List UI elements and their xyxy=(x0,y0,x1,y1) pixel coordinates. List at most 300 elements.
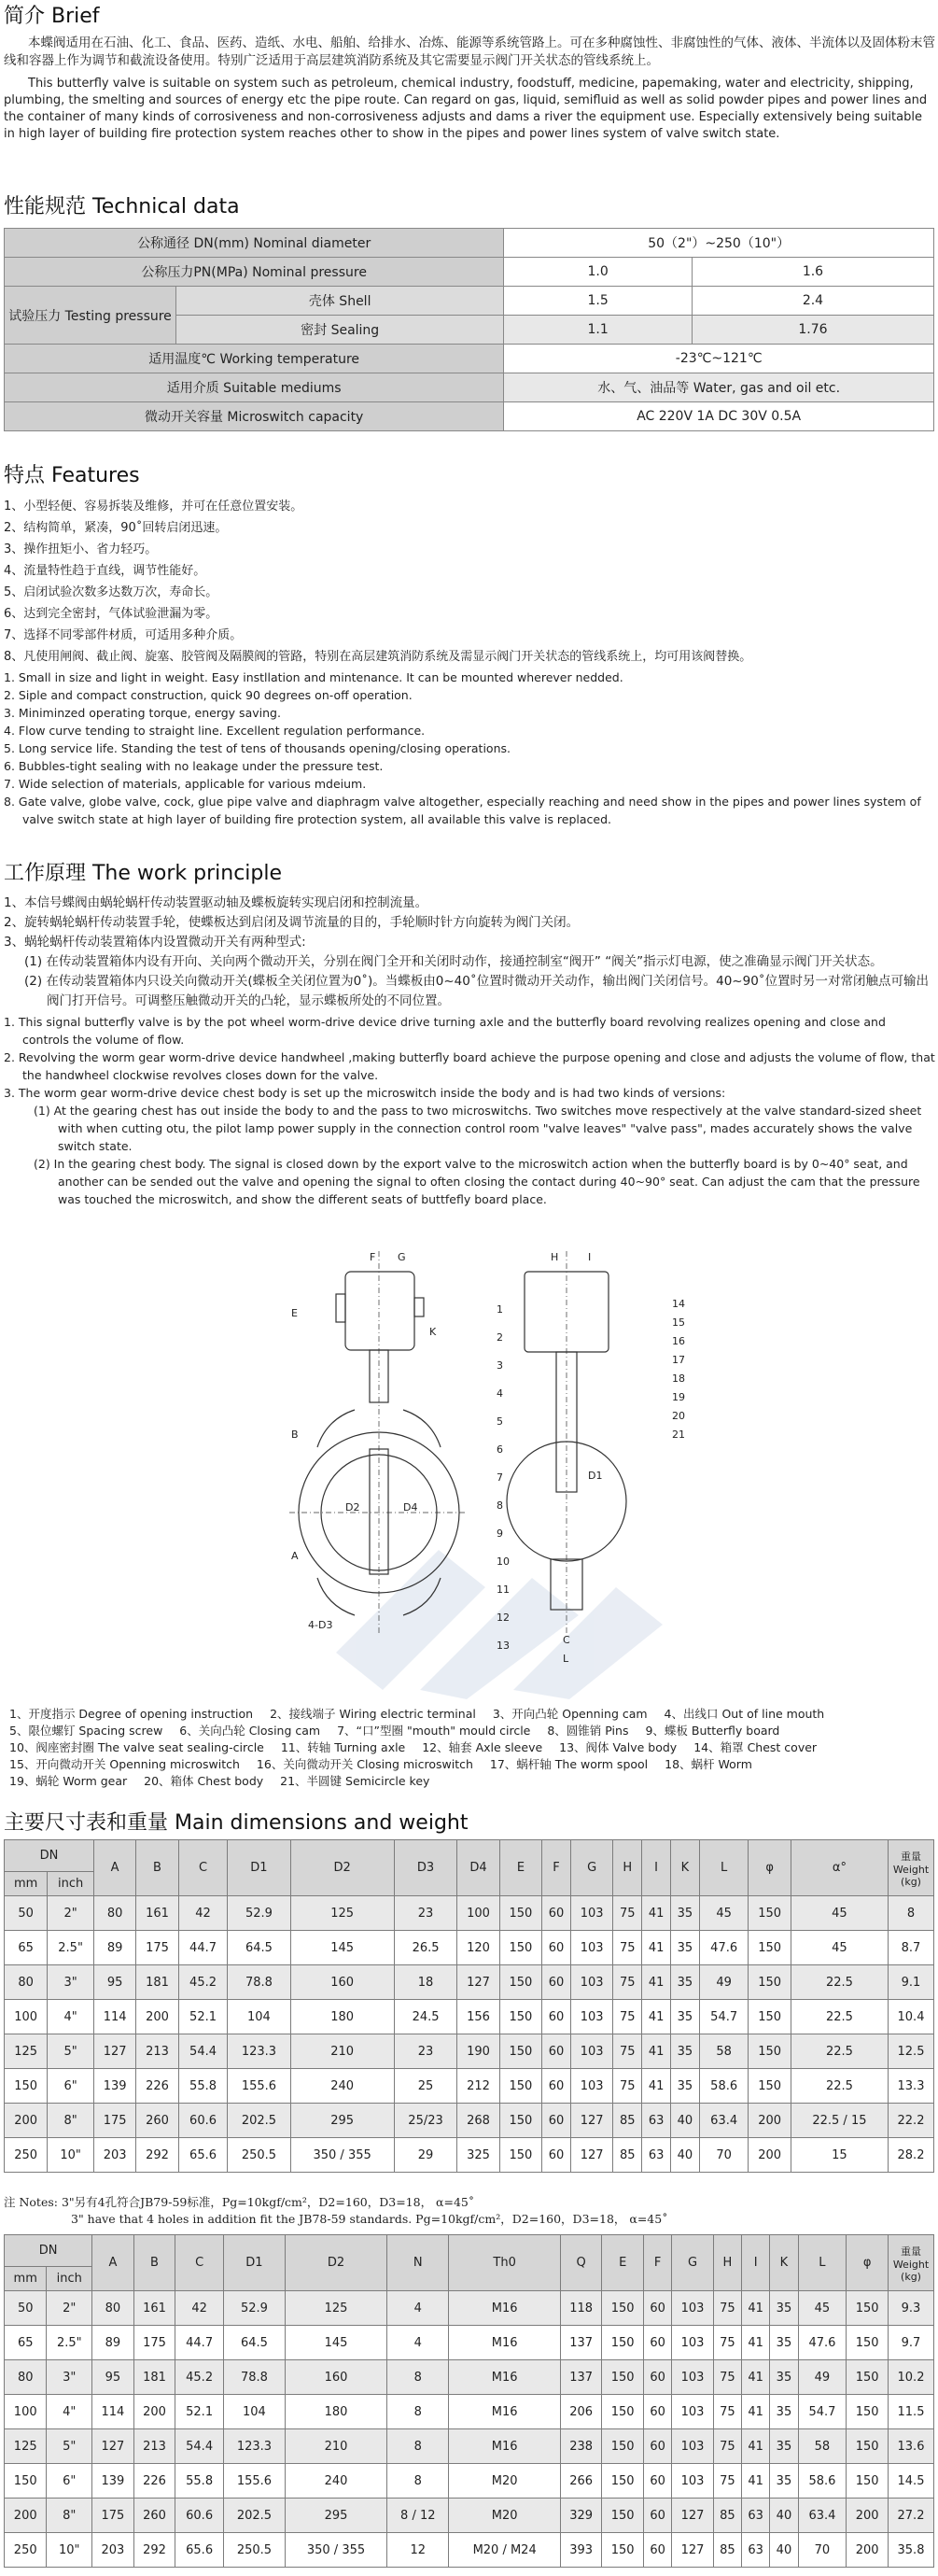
table-cell: 78.8 xyxy=(228,1965,290,2000)
table-cell: 45 xyxy=(699,1896,749,1931)
table-cell: 103 xyxy=(570,2034,612,2069)
brief-title: 简介 Brief xyxy=(4,5,100,28)
table-cell: 35 xyxy=(671,1965,700,2000)
part-number: 18 xyxy=(672,1372,685,1385)
table-cell: 25 xyxy=(394,2069,457,2104)
tech-sublabel: 壳体 Shell xyxy=(176,287,504,316)
table-cell: 23 xyxy=(394,1896,457,1931)
col-header: E xyxy=(499,1840,541,1896)
list-item: 2. Siple and compact construction, quick 90 degrees on-off operation. xyxy=(4,688,413,702)
table-cell: M16 xyxy=(449,2395,560,2429)
table-cell: 85 xyxy=(613,2104,642,2138)
table-cell: 103 xyxy=(672,2429,714,2464)
table-cell: M16 xyxy=(449,2291,560,2326)
table-cell: 103 xyxy=(570,1965,612,2000)
table-row xyxy=(5,2464,934,2499)
table-cell: 3" xyxy=(48,1965,94,2000)
dims-title: 主要尺寸表和重量 Main dimensions and weight xyxy=(4,1811,469,1835)
table-cell: 213 xyxy=(133,2429,175,2464)
table-cell: 8" xyxy=(47,2499,92,2533)
table-cell: 44.7 xyxy=(178,1931,228,1965)
table-cell: 250 xyxy=(5,2533,47,2568)
table-cell: 45.2 xyxy=(175,2360,224,2395)
table-cell: 260 xyxy=(136,2104,178,2138)
table-cell: 50 xyxy=(5,2291,47,2326)
tech-value: 1.6 xyxy=(692,258,933,287)
table-cell: 60 xyxy=(643,2291,671,2326)
table-cell: 23 xyxy=(394,2034,457,2069)
part-number: 14 xyxy=(672,1298,685,1310)
legend-item: 16、关向微动开关 Closing microswitch xyxy=(256,1757,473,1771)
table-cell: 127 xyxy=(570,2104,612,2138)
table-cell: 41 xyxy=(642,1931,671,1965)
table-cell: 2.5" xyxy=(48,1931,94,1965)
legend-item: 8、圆锥销 Pins xyxy=(547,1724,629,1738)
list-item: 1. Small in size and light in weight. Easy instllation and mintenance. It can be mounted wherever nedded. xyxy=(4,670,623,684)
list-item: (1) At the gearing chest has out inside the body to and the pass to two microswitchs. Two switches move respectively at the valve standard-sized sheet with when cutting otu, the pilot lamp power supply in the connection control room "valve leaves" "valve pass", mades accurately shows the valve switch state. xyxy=(34,1104,922,1153)
table-cell: 200 xyxy=(5,2499,47,2533)
table-cell: 202.5 xyxy=(223,2499,285,2533)
table-cell: 49 xyxy=(699,1965,749,2000)
table-cell: 65 xyxy=(5,2326,47,2360)
col-header: D4 xyxy=(457,1840,499,1896)
table-cell: 250.5 xyxy=(223,2533,285,2568)
col-header: L xyxy=(699,1840,749,1896)
col-header: inch xyxy=(47,2267,92,2291)
work-title: 工作原理 The work principle xyxy=(4,862,283,885)
col-header: D2 xyxy=(290,1840,394,1896)
table-cell: 175 xyxy=(92,2499,134,2533)
table-cell: 127 xyxy=(672,2533,714,2568)
table-cell: 60 xyxy=(542,2034,571,2069)
table-row xyxy=(5,2395,934,2429)
table-cell: 104 xyxy=(228,2000,290,2034)
part-number: 19 xyxy=(672,1391,685,1403)
dim-label: E xyxy=(291,1307,298,1319)
table-cell: 161 xyxy=(136,1896,178,1931)
table-cell: 41 xyxy=(642,2069,671,2104)
part-number: 16 xyxy=(672,1335,685,1347)
list-item: 4. Flow curve tending to straight line. Excellent regulation performance. xyxy=(4,724,426,738)
dim-label: 4-D3 xyxy=(308,1619,333,1631)
table-cell: 190 xyxy=(457,2034,499,2069)
table-cell: M16 xyxy=(449,2360,560,2395)
table-cell: 114 xyxy=(93,2000,135,2034)
table-cell: 156 xyxy=(457,2000,499,2034)
table-cell: 22.5 xyxy=(791,2034,888,2069)
table-cell: 75 xyxy=(713,2326,741,2360)
table-cell: 150 xyxy=(847,2291,889,2326)
table-cell: 60.6 xyxy=(175,2499,224,2533)
table-cell: 22.5 xyxy=(791,1965,888,2000)
table-row xyxy=(5,1896,934,1931)
table-cell: 89 xyxy=(92,2326,134,2360)
part-number: 3 xyxy=(497,1359,503,1372)
table-cell: 41 xyxy=(742,2464,770,2499)
table-cell: 65 xyxy=(5,1931,48,1965)
part-number: 2 xyxy=(497,1331,503,1344)
table-cell: 145 xyxy=(290,1931,394,1965)
table-row xyxy=(5,2499,934,2533)
table-cell: 80 xyxy=(93,1896,135,1931)
table-cell: 213 xyxy=(136,2034,178,2069)
legend-item: 19、蜗轮 Worm gear xyxy=(9,1774,128,1788)
table-cell: 65.6 xyxy=(175,2533,224,2568)
tech-value: -23℃~121℃ xyxy=(504,345,934,373)
table-cell: 15 xyxy=(791,2138,888,2173)
table-cell: 5" xyxy=(48,2034,94,2069)
table-cell: 139 xyxy=(93,2069,135,2104)
table-cell: 137 xyxy=(560,2360,602,2395)
table-cell: 127 xyxy=(93,2034,135,2069)
table-cell: M16 xyxy=(449,2326,560,2360)
legend-item: 15、开向微动开关 Openning microswitch xyxy=(9,1757,240,1771)
table-cell: 35 xyxy=(770,2464,798,2499)
table-cell: 85 xyxy=(613,2138,642,2173)
table-cell: 103 xyxy=(672,2326,714,2360)
table-cell: 160 xyxy=(285,2360,386,2395)
tech-label: 试验压力 Testing pressure xyxy=(5,287,176,345)
table-cell: 60 xyxy=(643,2499,671,2533)
dim-label: A xyxy=(291,1550,299,1562)
tech-row xyxy=(5,402,934,431)
table-row xyxy=(5,2000,934,2034)
list-item: 3. Miniminzed operating torque, energy saving. xyxy=(4,706,281,720)
table-cell: 150 xyxy=(499,1931,541,1965)
table-cell: 103 xyxy=(570,2069,612,2104)
table-cell: 60 xyxy=(542,1896,571,1931)
table-cell: 292 xyxy=(133,2533,175,2568)
table-cell: 203 xyxy=(92,2533,134,2568)
table-cell: 60 xyxy=(542,2069,571,2104)
table-cell: 28.2 xyxy=(889,2138,934,2173)
table-cell: 295 xyxy=(290,2104,394,2138)
table-cell: M16 xyxy=(449,2429,560,2464)
table-cell: 75 xyxy=(613,2000,642,2034)
table-cell: 150 xyxy=(749,2069,791,2104)
table-row xyxy=(5,1965,934,2000)
table-cell: 150 xyxy=(499,2034,541,2069)
part-number: 20 xyxy=(672,1410,685,1422)
table-cell: 75 xyxy=(613,1965,642,2000)
col-header: Th0 xyxy=(449,2235,560,2291)
legend-item: 5、限位螺钉 Spacing screw xyxy=(9,1724,163,1738)
tech-label: 公称通径 DN(mm) Nominal diameter xyxy=(5,229,504,258)
table-cell: 120 xyxy=(457,1931,499,1965)
table-cell: 203 xyxy=(93,2138,135,2173)
col-header: C xyxy=(178,1840,228,1896)
table-cell: 22.5 xyxy=(791,2069,888,2104)
col-header: D1 xyxy=(228,1840,290,1896)
tech-value: 1.1 xyxy=(504,316,693,345)
table-cell: 9.3 xyxy=(889,2291,934,2326)
watermark-graphic xyxy=(336,1550,663,1699)
table-cell: 12 xyxy=(387,2533,449,2568)
col-header: B xyxy=(133,2235,175,2291)
table-cell: 54.4 xyxy=(178,2034,228,2069)
list-item: 8. Gate valve, globe valve, cock, glue pipe valve and diaphragm valve altogether, especially reaching and need show in the pipes and power lines system of valve switch state at high layer of building fire protection system, all available this valve is replaced. xyxy=(4,795,921,826)
part-number: 11 xyxy=(497,1584,510,1596)
col-header: L xyxy=(798,2235,847,2291)
table-cell: 180 xyxy=(290,2000,394,2034)
col-header: C xyxy=(175,2235,224,2291)
table-cell: 9.1 xyxy=(889,1965,934,2000)
col-header: G xyxy=(672,2235,714,2291)
table-cell: 118 xyxy=(560,2291,602,2326)
table-cell: 52.9 xyxy=(228,1896,290,1931)
dim-label: D1 xyxy=(588,1470,603,1482)
table-cell: 40 xyxy=(770,2533,798,2568)
table-cell: 11.5 xyxy=(889,2395,934,2429)
list-item: (2) In the gearing chest body. The signal is closed down by the export valve to the microswitch action when the butterfly board is by 0~40° seat, and another can be sended out the valve and opening the signal to often closing the contact during 40~90° seat. Can adjust the cam that the pressure was touched the microswitch, and show the different seats of buttfefly board place. xyxy=(34,1157,920,1206)
table-cell: 40 xyxy=(671,2104,700,2138)
part-number: 10 xyxy=(497,1555,510,1568)
table-cell: 41 xyxy=(742,2326,770,2360)
table-cell: 150 xyxy=(847,2326,889,2360)
table-cell: 150 xyxy=(602,2464,644,2499)
part-number: 6 xyxy=(497,1443,503,1456)
table-cell: 13.3 xyxy=(889,2069,934,2104)
table-cell: 240 xyxy=(290,2069,394,2104)
table-cell: 150 xyxy=(602,2429,644,2464)
table-cell: 150 xyxy=(749,2034,791,2069)
table-cell: 75 xyxy=(613,1896,642,1931)
table-cell: 5" xyxy=(47,2429,92,2464)
list-item: 5. Long service life. Standing the test of tens of thousands opening/closing operations. xyxy=(4,741,511,755)
table-cell: 226 xyxy=(136,2069,178,2104)
table-cell: 103 xyxy=(570,1931,612,1965)
dim-label: L xyxy=(563,1653,569,1665)
table-cell: 10.2 xyxy=(889,2360,934,2395)
dims-table-2 xyxy=(4,2234,934,2568)
table-cell: 63 xyxy=(642,2138,671,2173)
table-cell: 127 xyxy=(570,2138,612,2173)
table-row xyxy=(5,2360,934,2395)
table-cell: 8 xyxy=(387,2395,449,2429)
tech-value: 50（2"）~250（10"） xyxy=(504,229,934,258)
list-item: (2) 在传动装置箱体内只设关向微动开关(蝶板全关闭位置为0˚)。当蝶板由0~40˚位置时微动开关动作，输出阀门关闭信号。40~90˚位置时另一对常闭触点可输出阀门打开信号。可调整压触微动开关的凸轮，显示蝶板所处的不同位置。 xyxy=(24,974,930,1008)
tech-label: 微动开关容量 Microswitch capacity xyxy=(5,402,504,431)
dims-table-1 xyxy=(4,1839,934,2173)
legend-item: 21、半圆键 Semicircle key xyxy=(280,1774,430,1788)
list-item: 7. Wide selection of materials, applicable for various mdeium. xyxy=(4,777,367,791)
tech-value: 2.4 xyxy=(692,287,933,316)
col-header: Q xyxy=(560,2235,602,2291)
table-cell: 60 xyxy=(643,2533,671,2568)
table-cell: 2" xyxy=(48,1896,94,1931)
table-cell: 329 xyxy=(560,2499,602,2533)
table-cell: 137 xyxy=(560,2326,602,2360)
table-cell: 8 xyxy=(387,2464,449,2499)
col-header: α° xyxy=(791,1840,888,1896)
table-cell: M20 xyxy=(449,2499,560,2533)
table-cell: 44.7 xyxy=(175,2326,224,2360)
col-header: K xyxy=(671,1840,700,1896)
table-cell: 25/23 xyxy=(394,2104,457,2138)
table-cell: 12.5 xyxy=(889,2034,934,2069)
tech-title: 性能规范 Technical data xyxy=(4,195,240,218)
col-header: D1 xyxy=(223,2235,285,2291)
tech-table xyxy=(4,228,934,431)
part-number: 7 xyxy=(497,1471,503,1484)
table-cell: 60 xyxy=(542,2138,571,2173)
part-number: 12 xyxy=(497,1612,510,1624)
list-item: 7、选择不同零部件材质，可适用多种介质。 xyxy=(4,628,243,642)
table-cell: 70 xyxy=(798,2533,847,2568)
table-cell: 103 xyxy=(570,1896,612,1931)
list-item: 3、蜗轮蜗杆传动装置箱体内设置微动开关有两种型式: xyxy=(4,935,306,950)
table-cell: 114 xyxy=(92,2395,134,2429)
tech-sublabel: 密封 Sealing xyxy=(176,316,504,345)
table-cell: 52.1 xyxy=(178,2000,228,2034)
table-cell: 150 xyxy=(602,2533,644,2568)
table-cell: 150 xyxy=(749,2000,791,2034)
table-cell: 41 xyxy=(642,2034,671,2069)
table-cell: 75 xyxy=(713,2395,741,2429)
table-cell: 325 xyxy=(457,2138,499,2173)
table-cell: 45.2 xyxy=(178,1965,228,2000)
table-cell: 22.5 / 15 xyxy=(791,2104,888,2138)
table-notes xyxy=(4,2194,667,2228)
table-cell: M20 xyxy=(449,2464,560,2499)
table-cell: 100 xyxy=(5,2000,48,2034)
table-cell: 238 xyxy=(560,2429,602,2464)
table-cell: 60.6 xyxy=(178,2104,228,2138)
table-cell: 8 / 12 xyxy=(387,2499,449,2533)
table-cell: M20 / M24 xyxy=(449,2533,560,2568)
brief-zh: 本蝶阀适用在石油、化工、食品、医药、造纸、水电、船舶、给排水、冶炼、能源等系统管路上。可在多种腐蚀性、非腐蚀性的气体、液体、半流体以及固体粉末管线和容器上作为调节和截流设备使用。特别广泛适用于高层建筑消防系统及其它需要显示阀门开关状态的管线系统上。 xyxy=(4,35,935,68)
tech-label: 公称压力PN(MPa) Nominal pressure xyxy=(5,258,504,287)
table-cell: 14.5 xyxy=(889,2464,934,2499)
table-cell: 150 xyxy=(602,2291,644,2326)
features-title: 特点 Features xyxy=(4,464,140,487)
table-cell: 75 xyxy=(613,2034,642,2069)
table-cell: 75 xyxy=(713,2360,741,2395)
col-header: D2 xyxy=(285,2235,386,2291)
table-cell: 45 xyxy=(791,1931,888,1965)
table-cell: 175 xyxy=(133,2326,175,2360)
table-cell: 160 xyxy=(290,1965,394,2000)
col-header: DN xyxy=(5,2235,92,2267)
table-cell: 250 xyxy=(5,2138,48,2173)
table-cell: 60 xyxy=(542,1931,571,1965)
list-item: 4、流量特性趋于直线，调节性能好。 xyxy=(4,564,206,578)
table-cell: 10" xyxy=(47,2533,92,2568)
table-cell: 4 xyxy=(387,2326,449,2360)
table-cell: 127 xyxy=(92,2429,134,2464)
table-cell: 4" xyxy=(48,2000,94,2034)
table-cell: 181 xyxy=(136,1965,178,2000)
table-cell: 80 xyxy=(92,2291,134,2326)
table-cell: 35 xyxy=(770,2395,798,2429)
table-cell: 125 xyxy=(290,1896,394,1931)
table-cell: 63 xyxy=(642,2104,671,2138)
gearbox-outline xyxy=(345,1272,414,1350)
table-cell: 150 xyxy=(749,1931,791,1965)
table-cell: 2.5" xyxy=(47,2326,92,2360)
table-cell: 24.5 xyxy=(394,2000,457,2034)
table-cell: 103 xyxy=(672,2464,714,2499)
table-cell: 22.2 xyxy=(889,2104,934,2138)
col-header: B xyxy=(136,1840,178,1896)
tech-row xyxy=(5,258,934,287)
tech-label: 适用介质 Suitable mediums xyxy=(5,373,504,402)
col-header: 重量 Weight (kg) xyxy=(889,1840,934,1896)
table-cell: 10.4 xyxy=(889,2000,934,2034)
table-cell: 103 xyxy=(672,2395,714,2429)
table-cell: 42 xyxy=(178,1896,228,1931)
dim-label: G xyxy=(398,1251,406,1263)
part-number: 21 xyxy=(672,1429,685,1441)
table-cell: 202.5 xyxy=(228,2104,290,2138)
table-cell: 150 xyxy=(5,2069,48,2104)
table-cell: 85 xyxy=(713,2533,741,2568)
part-number: 4 xyxy=(497,1387,503,1400)
table-cell: 50 xyxy=(5,1896,48,1931)
table-cell: 175 xyxy=(93,2104,135,2138)
table-cell: 150 xyxy=(499,1965,541,2000)
col-header: N xyxy=(387,2235,449,2291)
table-cell: 45 xyxy=(798,2291,847,2326)
legend-item: 12、轴套 Axle sleeve xyxy=(422,1740,543,1754)
table-cell: 55.8 xyxy=(175,2464,224,2499)
dim-label: D4 xyxy=(403,1501,418,1513)
part-number: 1 xyxy=(497,1303,503,1316)
table-cell: 103 xyxy=(570,2000,612,2034)
table-cell: 210 xyxy=(285,2429,386,2464)
table-cell: 150 xyxy=(847,2360,889,2395)
table-cell: 58.6 xyxy=(798,2464,847,2499)
table-cell: 150 xyxy=(847,2464,889,2499)
table-cell: 200 xyxy=(847,2499,889,2533)
table-cell: 226 xyxy=(133,2464,175,2499)
col-header: G xyxy=(570,1840,612,1896)
table-cell: 150 xyxy=(847,2429,889,2464)
part-number: 15 xyxy=(672,1316,685,1329)
table-cell: 41 xyxy=(742,2291,770,2326)
tech-label: 适用温度℃ Working temperature xyxy=(5,345,504,373)
table-cell: 4 xyxy=(387,2291,449,2326)
table-cell: 266 xyxy=(560,2464,602,2499)
features-en-list xyxy=(4,669,935,828)
table-cell: 85 xyxy=(713,2499,741,2533)
table-cell: 180 xyxy=(285,2395,386,2429)
list-item: 6. Bubbles-tight sealing with no leakage under the pressure test. xyxy=(4,759,384,773)
table-row xyxy=(5,2291,934,2326)
work-en-list xyxy=(4,1013,935,1208)
table-cell: 35 xyxy=(671,2034,700,2069)
table-cell: 58 xyxy=(699,2034,749,2069)
table-cell: 150 xyxy=(499,2104,541,2138)
col-header: φ xyxy=(847,2235,889,2291)
table-cell: 125 xyxy=(5,2034,48,2069)
tech-row xyxy=(5,345,934,373)
tech-row xyxy=(5,229,934,258)
col-header: mm xyxy=(5,1872,48,1896)
table-row xyxy=(5,2069,934,2104)
table-cell: 103 xyxy=(672,2360,714,2395)
table-cell: 200 xyxy=(749,2104,791,2138)
list-item: 1. This signal butterfly valve is by the pot wheel worm-drive device drive turning axle and the butterfly board revolving realizes opening and close and controls the volume of flow. xyxy=(4,1015,886,1047)
table-cell: 54.7 xyxy=(798,2395,847,2429)
table-cell: 155.6 xyxy=(223,2464,285,2499)
legend-item: 6、关向凸轮 Closing cam xyxy=(179,1724,321,1738)
table-cell: 150 xyxy=(602,2360,644,2395)
table-cell: 150 xyxy=(499,1896,541,1931)
table-cell: 41 xyxy=(642,1965,671,2000)
col-header: F xyxy=(542,1840,571,1896)
table-cell: 212 xyxy=(457,2069,499,2104)
